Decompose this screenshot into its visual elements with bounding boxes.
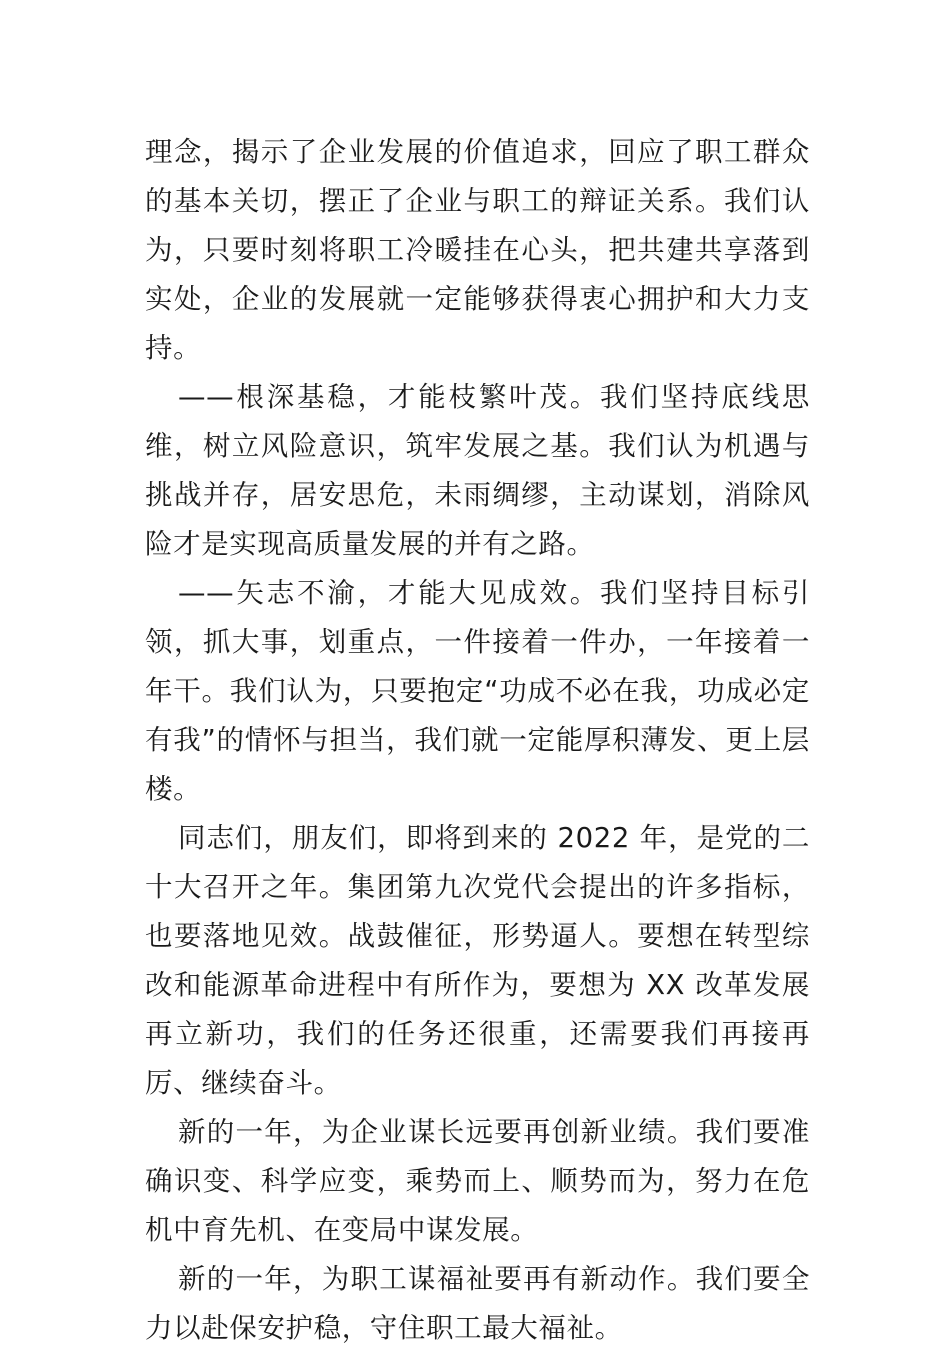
paragraph-4: 同志们，朋友们，即将到来的 2022 年，是党的二十大召开之年。集团第九次党代会提出的许多指标，也要落地见效。战鼓催征，形势逼人。要想在转型综改和能源革命进程中有所作为，要想为 XX 改革发展再立新功，我们的任务还很重，还需要我们再接再厉、继续奋斗。 [145, 822, 810, 1099]
paragraph-5: 新的一年，为企业谋长远要再创新业绩。我们要准确识变、科学应变，乘势而上、顺势而为，努力在危机中育先机、在变局中谋发展。 [145, 1116, 810, 1246]
document-body [145, 128, 810, 1353]
paragraph-1: 理念，揭示了企业发展的价值追求，回应了职工群众的基本关切，摆正了企业与职工的辩证关系。我们认为，只要时刻将职工冷暖挂在心头，把共建共享落到实处，企业的发展就一定能够获得衷心拥护和大力支持。 [145, 136, 810, 364]
paragraph-2: ——根深基稳，才能枝繁叶茂。我们坚持底线思维，树立风险意识，筑牢发展之基。我们认为机遇与挑战并存，居安思危，未雨绸缪，主动谋划，消除风险才是实现高质量发展的并有之路。 [145, 381, 810, 560]
paragraph-3: ——矢志不渝，才能大见成效。我们坚持目标引领，抓大事，划重点，一件接着一件办，一年接着一年干。我们认为，只要抱定“功成不必在我，功成必定有我”的情怀与担当，我们就一定能厚积薄发、更上层楼。 [145, 577, 810, 805]
paragraph-6: 新的一年，为职工谋福祉要再有新动作。我们要全力以赴保安护稳，守住职工最大福祉。 [145, 1263, 810, 1344]
